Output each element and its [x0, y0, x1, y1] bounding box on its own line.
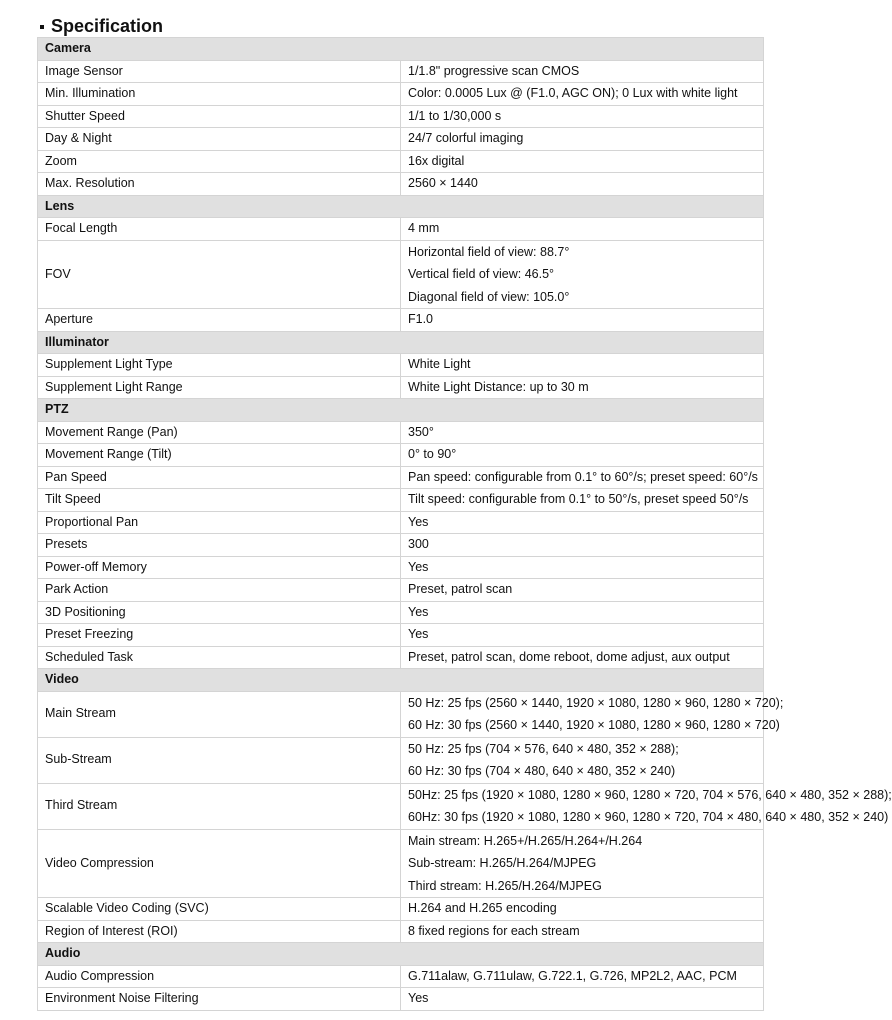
spec-row: [38, 83, 764, 106]
spec-row: [38, 988, 764, 1011]
spec-value-cell: [401, 83, 764, 106]
spec-value: Color: 0.0005 Lux @ (F1.0, AGC ON); 0 Lux with white light: [408, 86, 738, 100]
section-header-row: [38, 399, 764, 422]
spec-row: [38, 466, 764, 489]
spec-value-cell: [401, 466, 764, 489]
spec-label: Tilt Speed: [38, 489, 401, 512]
spec-value: White Light Distance: up to 30 m: [408, 379, 589, 394]
section-header-row: [38, 331, 764, 354]
spec-label: Image Sensor: [38, 60, 401, 83]
spec-value-cell: [401, 218, 764, 241]
spec-row: [38, 376, 764, 399]
spec-row: [38, 737, 764, 783]
spec-value: 24/7 colorful imaging: [408, 131, 524, 145]
spec-label: Supplement Light Range: [38, 376, 401, 399]
spec-row: [38, 534, 764, 557]
spec-row: [38, 646, 764, 669]
spec-label: Preset Freezing: [38, 624, 401, 647]
spec-value-cell: [401, 309, 764, 332]
spec-value: Diagonal field of view: 105.0°: [408, 289, 570, 304]
section-header-row: [38, 195, 764, 218]
spec-row: [38, 579, 764, 602]
spec-value: 60 Hz: 30 fps (704 × 480, 640 × 480, 352 × 240): [408, 764, 676, 778]
spec-value: Sub-stream: H.265/H.264/MJPEG: [408, 856, 597, 870]
spec-label: Power-off Memory: [38, 556, 401, 579]
spec-label: Supplement Light Type: [38, 354, 401, 377]
spec-value-cell: [401, 376, 764, 399]
spec-value-cell: [401, 898, 764, 921]
spec-value: 2560 × 1440: [408, 176, 478, 190]
spec-row: [38, 898, 764, 921]
section-title: Lens: [38, 195, 764, 218]
spec-row: [38, 920, 764, 943]
spec-label: Proportional Pan: [38, 511, 401, 534]
section-title: Illuminator: [38, 331, 764, 354]
spec-value-cell: [401, 354, 764, 377]
spec-value: 8 fixed regions for each stream: [408, 923, 580, 938]
spec-label: Environment Noise Filtering: [38, 988, 401, 1011]
spec-value: 50 Hz: 25 fps (704 × 576, 640 × 480, 352 × 288);: [408, 741, 679, 756]
spec-row: [38, 309, 764, 332]
spec-value-cell: [401, 444, 764, 467]
spec-label: Movement Range (Tilt): [38, 444, 401, 467]
spec-value-cell: [401, 173, 764, 196]
spec-row: [38, 829, 764, 898]
spec-value: Preset, patrol scan, dome reboot, dome adjust, aux output: [408, 649, 730, 664]
spec-row: [38, 421, 764, 444]
spec-row: [38, 511, 764, 534]
spec-value: Tilt speed: configurable from 0.1° to 50°/s, preset speed 50°/s: [408, 492, 749, 506]
spec-value-cell: [401, 150, 764, 173]
spec-label: Focal Length: [38, 218, 401, 241]
spec-value: 1/1.8" progressive scan CMOS: [408, 63, 580, 78]
spec-value: 350°: [408, 424, 434, 439]
section-title: Camera: [38, 38, 764, 61]
spec-value: 50Hz: 25 fps (1920 × 1080, 1280 × 960, 1280 × 720, 704 × 576, 640 × 480, 352 × 288);: [408, 787, 892, 802]
spec-value: 50 Hz: 25 fps (2560 × 1440, 1920 × 1080, 1280 × 960, 1280 × 720);: [408, 695, 784, 710]
spec-label: Pan Speed: [38, 466, 401, 489]
spec-row: [38, 556, 764, 579]
spec-value-cell: [401, 988, 764, 1011]
spec-value-cell: [401, 829, 764, 898]
spec-row: [38, 444, 764, 467]
spec-value-cell: [401, 737, 764, 783]
spec-label: Park Action: [38, 579, 401, 602]
spec-label: Video Compression: [38, 829, 401, 898]
spec-value-cell: [401, 646, 764, 669]
spec-value: 60Hz: 30 fps (1920 × 1080, 1280 × 960, 1280 × 720, 704 × 480, 640 × 480, 352 × 240): [408, 810, 889, 824]
spec-value: Yes: [408, 604, 429, 619]
section-title: Audio: [38, 943, 764, 966]
spec-value: Pan speed: configurable from 0.1° to 60°/s; preset speed: 60°/s: [408, 469, 758, 484]
spec-value: 0° to 90°: [408, 447, 457, 461]
section-header-row: [38, 38, 764, 61]
spec-value: F1.0: [408, 312, 434, 326]
spec-row: [38, 128, 764, 151]
spec-value-cell: [401, 965, 764, 988]
spec-value: 300: [408, 537, 429, 551]
spec-label: Presets: [38, 534, 401, 557]
spec-row: [38, 601, 764, 624]
spec-value-cell: [401, 489, 764, 512]
spec-value: 1/1 to 1/30,000 s: [408, 108, 502, 123]
spec-label: Region of Interest (ROI): [38, 920, 401, 943]
spec-row: [38, 691, 764, 737]
spec-row: [38, 489, 764, 512]
square-bullet-icon: [40, 25, 44, 29]
title-area: [40, 13, 163, 39]
spec-label: Scalable Video Coding (SVC): [38, 898, 401, 921]
spec-label: Day & Night: [38, 128, 401, 151]
spec-value: Yes: [408, 991, 429, 1005]
spec-value-cell: [401, 579, 764, 602]
spec-value-cell: [401, 240, 764, 309]
spec-value: Third stream: H.265/H.264/MJPEG: [408, 878, 602, 893]
section-header-row: [38, 943, 764, 966]
spec-row: [38, 354, 764, 377]
spec-table: [37, 37, 892, 1011]
spec-row: [38, 624, 764, 647]
spec-label: Main Stream: [38, 691, 401, 737]
section-title: Video: [38, 669, 764, 692]
spec-row: [38, 173, 764, 196]
spec-value: Preset, patrol scan: [408, 582, 513, 596]
spec-label: 3D Positioning: [38, 601, 401, 624]
spec-label: Sub-Stream: [38, 737, 401, 783]
spec-label: Audio Compression: [38, 965, 401, 988]
spec-value: Main stream: H.265+/H.265/H.264+/H.264: [408, 833, 643, 848]
spec-label: Aperture: [38, 309, 401, 332]
section-header-row: [38, 669, 764, 692]
spec-value-cell: [401, 60, 764, 83]
spec-row: [38, 240, 764, 309]
spec-value: White Light: [408, 357, 471, 371]
spec-value-cell: [401, 534, 764, 557]
spec-label: Max. Resolution: [38, 173, 401, 196]
spec-value: Horizontal field of view: 88.7°: [408, 244, 570, 259]
spec-value: Yes: [408, 514, 429, 529]
spec-value: Vertical field of view: 46.5°: [408, 267, 555, 281]
spec-value: Yes: [408, 627, 429, 641]
spec-value: 16x digital: [408, 153, 465, 168]
spec-label: Scheduled Task: [38, 646, 401, 669]
spec-value-cell: [401, 783, 892, 829]
spec-value-cell: [401, 624, 764, 647]
spec-label: Shutter Speed: [38, 105, 401, 128]
spec-label: Min. Illumination: [38, 83, 401, 106]
spec-value-cell: [401, 105, 764, 128]
spec-row: [38, 150, 764, 173]
spec-value-cell: [401, 421, 764, 444]
spec-value-cell: [401, 920, 764, 943]
spec-value: H.264 and H.265 encoding: [408, 901, 557, 915]
section-title: PTZ: [38, 399, 764, 422]
spec-value: G.711alaw, G.711ulaw, G.722.1, G.726, MP2L2, AAC, PCM: [408, 968, 737, 983]
spec-label: Zoom: [38, 150, 401, 173]
spec-value-cell: [401, 601, 764, 624]
spec-row: [38, 105, 764, 128]
spec-label: Movement Range (Pan): [38, 421, 401, 444]
spec-value: Yes: [408, 559, 429, 574]
spec-value-cell: [401, 556, 764, 579]
spec-value-cell: [401, 691, 784, 737]
spec-row: [38, 60, 764, 83]
spec-row: [38, 965, 764, 988]
spec-value: 4 mm: [408, 221, 440, 235]
spec-value: 60 Hz: 30 fps (2560 × 1440, 1920 × 1080, 1280 × 960, 1280 × 720): [408, 718, 780, 732]
spec-row: [38, 783, 764, 829]
spec-label: FOV: [38, 240, 401, 309]
spec-table-body: [38, 38, 892, 1011]
spec-row: [38, 218, 764, 241]
spec-label: Third Stream: [38, 783, 401, 829]
spec-value-cell: [401, 128, 764, 151]
spec-value-cell: [401, 511, 764, 534]
page-title: Specification: [51, 15, 164, 36]
